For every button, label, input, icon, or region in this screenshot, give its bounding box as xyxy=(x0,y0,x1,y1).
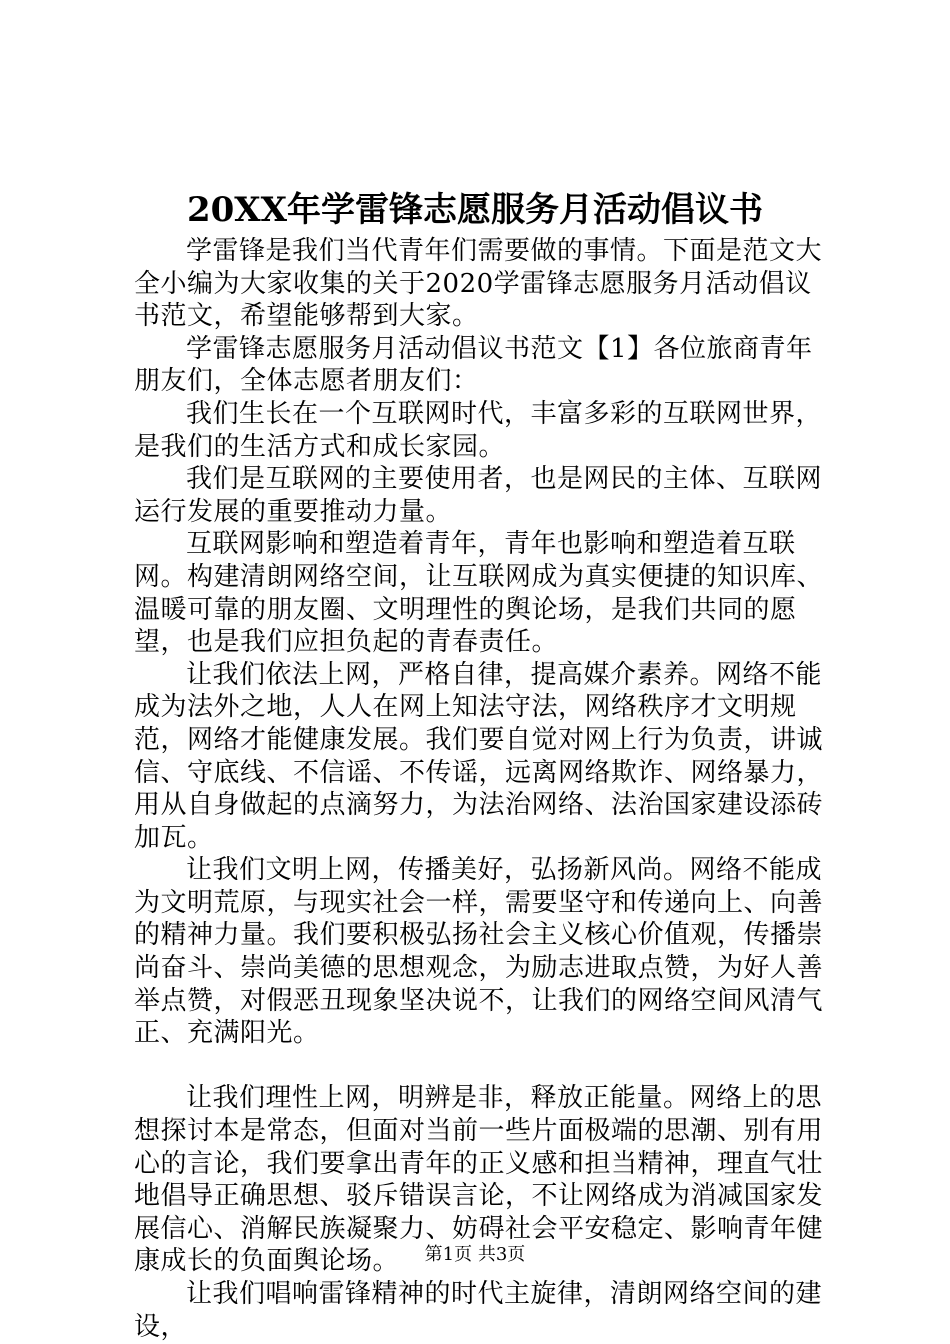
document-title: 20XX年学雷锋志愿服务月活动倡议书 xyxy=(186,190,764,230)
body-paragraph: 让我们理性上网，明辨是非，释放正能量。网络上的思想探讨本是常态，但面对当前一些片面极端的思潮、别有用心的言论，我们要拿出青年的正义感和担当精神，理直气壮地倡导正确思想、驳斥错误言论，不让网络成为消减国家发展信心、消解民族凝聚力、妨碍社会平安稳定、影响青年健康成长的负面舆论场。 xyxy=(134,1083,824,1277)
body-paragraph: 让我们依法上网，严格自律，提高媒介素养。网络不能成为法外之地，人人在网上知法守法，网络秩序才文明规范，网络才能健康发展。我们要自觉对网上行为负责，讲诚信、守底线、不信谣、不传谣，远离网络欺诈、网络暴力，用从自身做起的点滴努力，为法治网络、法治国家建设添砖加瓦。 xyxy=(134,659,824,853)
body-paragraph: 我们生长在一个互联网时代，丰富多彩的互联网世界，是我们的生活方式和成长家园。 xyxy=(134,398,823,462)
salutation-paragraph: 学雷锋志愿服务月活动倡议书范文【1】各位旅商青年朋友们，全体志愿者朋友们： xyxy=(134,333,813,397)
document-body xyxy=(134,235,836,1343)
page-footer: 第1页 共3页 xyxy=(424,1244,526,1265)
body-paragraph: 互联网影响和塑造着青年，青年也影响和塑造着互联网。构建清朗网络空间，让互联网成为真实便捷的知识库、温暖可靠的朋友圈、文明理性的舆论场，是我们共同的愿望，也是我们应担负起的青春责任。 xyxy=(134,529,824,658)
paragraph-spacer xyxy=(134,1050,836,1083)
body-paragraph: 让我们文明上网，传播美好，弘扬新风尚。网络不能成为文明荒原，与现实社会一样，需要坚守和传递向上、向善的精神力量。我们要积极弘扬社会主义核心价值观，传播崇尚奋斗、崇尚美德的思想观念，为励志进取点赞，为好人善举点赞，对假恶丑现象坚决说不，让我们的网络空间风清气正、充满阳光。 xyxy=(134,855,824,1049)
body-paragraph: 让我们唱响雷锋精神的时代主旋律，清朗网络空间的建设， xyxy=(134,1279,823,1342)
body-paragraph: 我们是互联网的主要使用者，也是网民的主体、互联网运行发展的重要推动力量。 xyxy=(134,464,823,527)
intro-paragraph: 学雷锋是我们当代青年们需要做的事情。下面是范文大全小编为大家收集的关于2020学雷锋志愿服务月活动倡议书范文，希望能够帮到大家。 xyxy=(134,236,823,332)
